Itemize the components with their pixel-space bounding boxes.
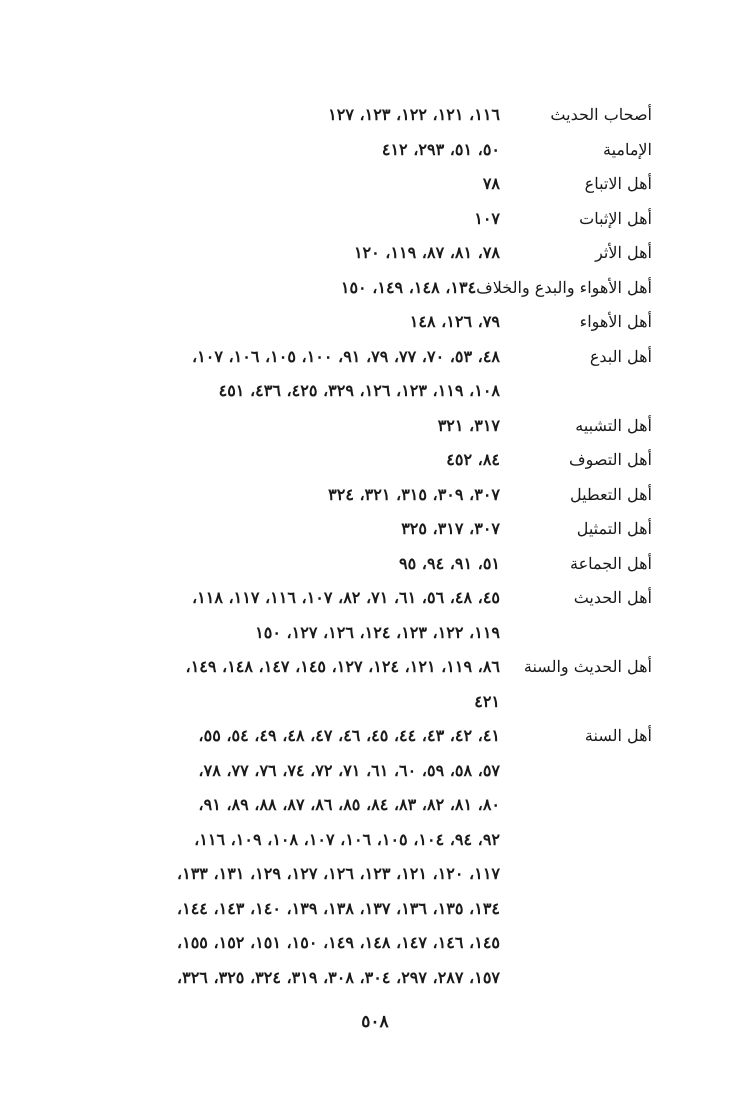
entry-pages-continued: ٥٧، ٥٨، ٥٩، ٦٠، ٦١، ٧١، ٧٢، ٧٤، ٧٦، ٧٧، ٧٨، [198, 760, 500, 780]
entry-pages: ٤١، ٤٢، ٤٣، ٤٤، ٤٥، ٤٦، ٤٧، ٤٨، ٤٩، ٥٤، ٥٥، [198, 726, 500, 745]
entry-pages-continued: ٩٢، ٩٤، ١٠٤، ١٠٥، ١٠٦، ١٠٧، ١٠٨، ١٠٩، ١١٦، [194, 829, 500, 849]
entry-line [72, 547, 652, 582]
entry-term: أهل الأهواء والبدع والخلاف [476, 277, 652, 297]
entry-line [72, 581, 652, 616]
entry-line [72, 512, 652, 547]
entry-pages-continued: ١٤٥، ١٤٦، ١٤٧، ١٤٨، ١٤٩، ١٥٠، ١٥١، ١٥٢، ١٥٥، [176, 933, 500, 952]
entry-pages-continued: ١٠٨، ١١٩، ١٢٣، ١٢٦، ٣٢٩، ٤٢٥، ٤٣٦، ٤٥١ [218, 381, 500, 400]
entry-pages: ٣٠٧، ٣٠٩، ٣١٥، ٣٢١، ٣٢٤ [328, 484, 500, 504]
entry-pages-continued: ١٥٧، ٢٨٧، ٢٩٧، ٣٠٤، ٣٠٨، ٣١٩، ٣٢٤، ٣٢٥، ٣٢٦، [176, 967, 500, 987]
entry-term: أهل التصوف [569, 450, 652, 469]
entry-line [72, 788, 652, 823]
index-entry [72, 443, 652, 478]
entry-term: أهل الاتباع [584, 174, 652, 193]
entry-pages-continued: ٤٢١ [474, 691, 500, 711]
index-entry [72, 719, 652, 995]
index-entry [72, 133, 652, 168]
index-entry [72, 236, 652, 271]
entry-line [72, 409, 652, 444]
entry-pages: ٨٤، ٤٥٢ [446, 450, 500, 469]
entry-line [72, 961, 652, 996]
index-entries [72, 98, 652, 995]
index-entry [72, 98, 652, 133]
entry-line [72, 167, 652, 202]
index-entry [72, 409, 652, 444]
entry-line [72, 305, 652, 340]
entry-term: أهل البدع [589, 346, 652, 366]
entry-term: أهل السنة [584, 726, 652, 745]
index-entry [72, 547, 652, 582]
entry-line [72, 202, 652, 237]
entry-pages: ٣١٧، ٣٢١ [437, 415, 500, 435]
entry-term: الإمامية [603, 139, 652, 159]
entry-pages: ٤٥، ٤٨، ٥٦، ٦١، ٧١، ٨٢، ١٠٧، ١١٦، ١١٧، ١١٨، [191, 588, 500, 607]
entry-line [72, 926, 652, 961]
index-entry [72, 650, 652, 719]
entry-pages: ٥٠، ٥١، ٢٩٣، ٤١٢ [381, 139, 500, 159]
entry-term: أهل الجماعة [570, 553, 652, 573]
index-entry [72, 305, 652, 340]
entry-pages: ٧٩، ١٢٦، ١٤٨ [409, 312, 500, 331]
page-number: ٥٠٨ [361, 1012, 389, 1032]
entry-pages: ٤٨، ٥٣، ٧٠، ٧٧، ٧٩، ٩١، ١٠٠، ١٠٥، ١٠٦، ١٠٧، [191, 346, 500, 366]
entry-pages: ١١٦، ١٢١، ١٢٢، ١٢٣، ١٢٧ [328, 105, 500, 124]
entry-line [72, 823, 652, 858]
entry-term: أهل التشبيه [575, 415, 652, 435]
entry-line [72, 892, 652, 927]
entry-line [72, 443, 652, 478]
entry-line [72, 754, 652, 789]
entry-line [72, 719, 652, 754]
index-entry [72, 512, 652, 547]
index-entry [72, 167, 652, 202]
entry-pages: ١٠٧ [474, 208, 500, 228]
index-entry [72, 271, 652, 306]
entry-pages-continued: ١١٩، ١٢٢، ١٢٣، ١٢٤، ١٢٦، ١٢٧، ١٥٠ [255, 622, 500, 642]
entry-pages: ٥١، ٩١، ٩٤، ٩٥ [399, 553, 500, 573]
entry-line [72, 236, 652, 271]
index-entry [72, 478, 652, 513]
entry-line [72, 98, 652, 133]
entry-line [72, 271, 652, 306]
entry-pages: ٨٦، ١١٩، ١٢١، ١٢٤، ١٢٧، ١٤٥، ١٤٧، ١٤٨، ١٤٩، [185, 657, 500, 676]
entry-line [72, 685, 652, 720]
entry-combined [341, 271, 652, 306]
index-entry [72, 202, 652, 237]
index-entry [72, 340, 652, 409]
entry-term: أهل الأثر [595, 243, 652, 262]
entry-term: أهل التعطيل [569, 484, 652, 504]
entry-term: أهل الأهواء [579, 312, 652, 331]
entry-term: أهل الحديث [573, 588, 652, 607]
entry-pages: ٧٨، ٨١، ٨٧، ١١٩، ١٢٠ [353, 243, 500, 262]
entry-pages: ١٣٤، ١٤٨، ١٤٩، ١٥٠ [340, 277, 477, 297]
entry-line [72, 133, 652, 168]
entry-pages: ٣٠٧، ٣١٧، ٣٢٥ [401, 519, 500, 538]
entry-term: أهل الإثبات [579, 208, 652, 228]
entry-line [72, 478, 652, 513]
entry-line [72, 374, 652, 409]
entry-pages-continued: ١٣٤، ١٣٥، ١٣٦، ١٣٧، ١٣٨، ١٣٩، ١٤٠، ١٤٣، ١٤٤، [176, 898, 500, 918]
entry-term: أهل التمثيل [576, 519, 652, 538]
index-entry [72, 581, 652, 650]
entry-line [72, 650, 652, 685]
entry-line [72, 340, 652, 375]
entry-line [72, 857, 652, 892]
entry-term: أصحاب الحديث [550, 105, 652, 124]
entry-term: أهل الحديث والسنة [523, 657, 652, 676]
entry-line [72, 616, 652, 651]
entry-pages-continued: ١١٧، ١٢٠، ١٢١، ١٢٣، ١٢٦، ١٢٧، ١٢٩، ١٣١، ١٣٣، [176, 864, 500, 883]
entry-pages-continued: ٨٠، ٨١، ٨٢، ٨٣، ٨٤، ٨٥، ٨٦، ٨٧، ٨٨، ٨٩، ٩١، [198, 795, 500, 814]
entry-pages: ٧٨ [482, 174, 500, 193]
